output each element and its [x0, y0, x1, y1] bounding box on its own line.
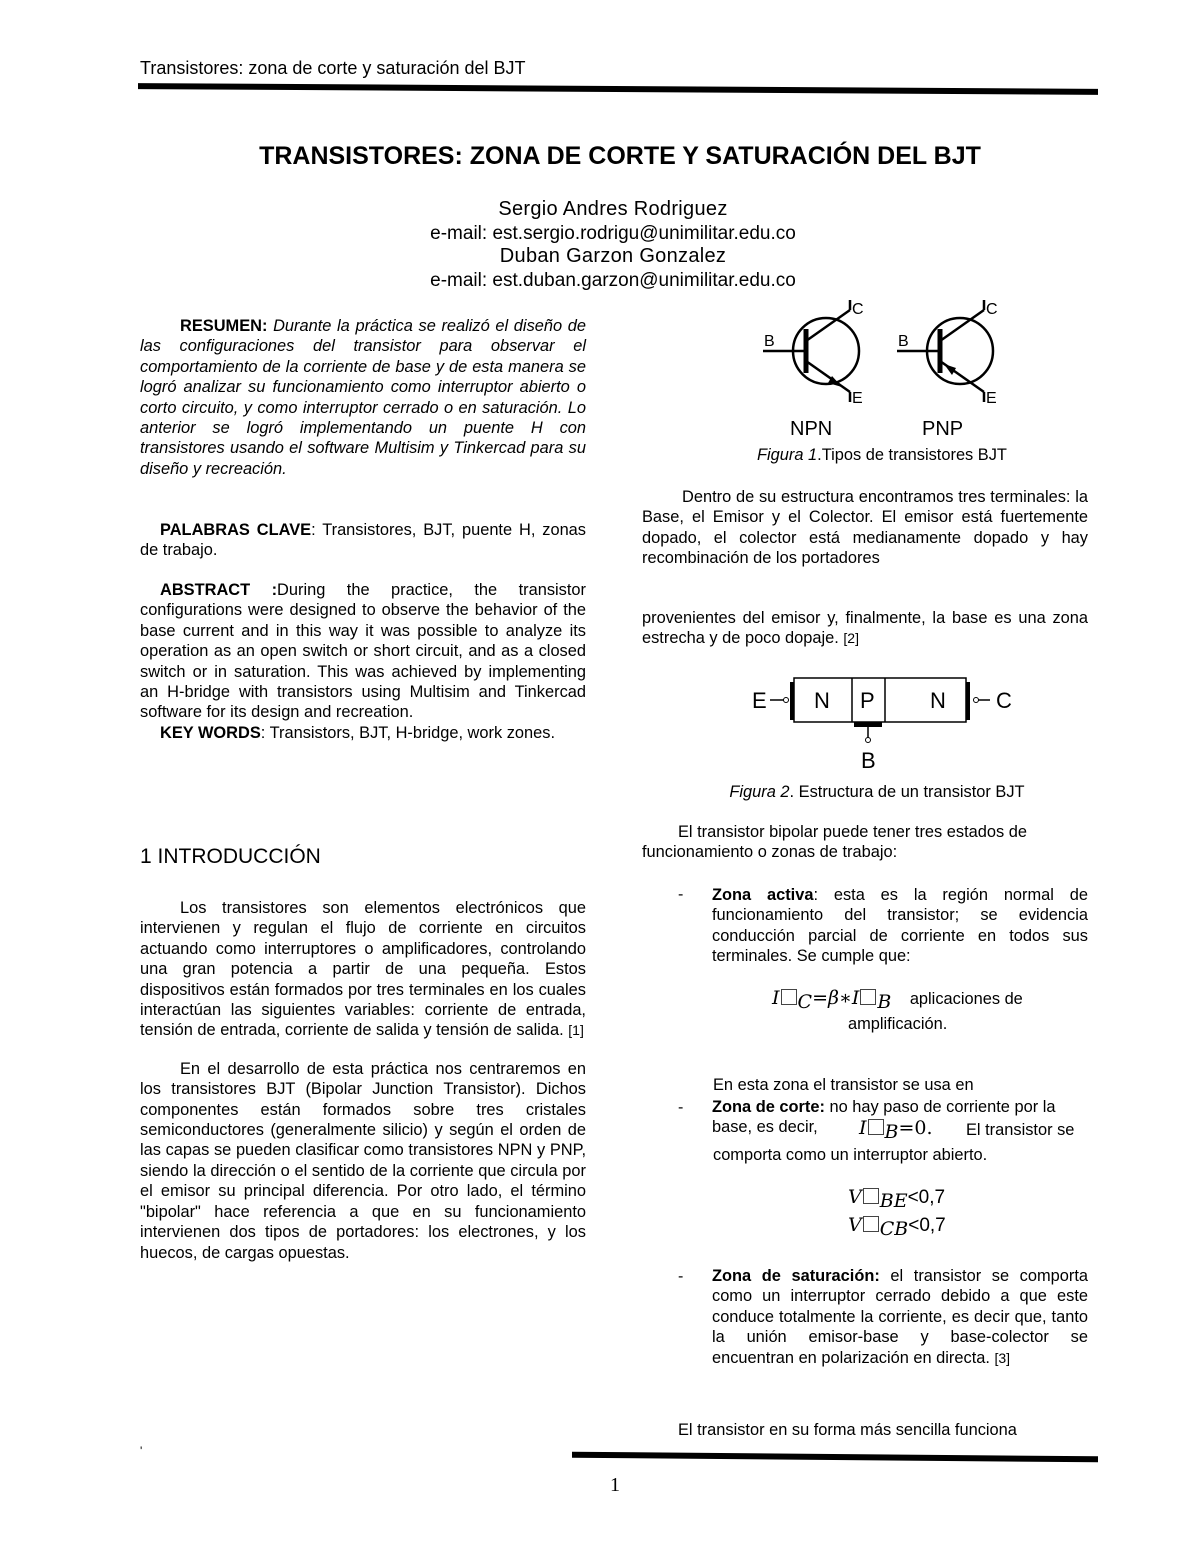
- vbe-equation: [848, 1186, 945, 1212]
- footer-tick: ': [140, 1444, 143, 1458]
- structure-text-2-body: provenientes del emisor y, finalmente, la base es una zona estrecha y de poco dopaje.: [642, 609, 1088, 648]
- structure-n2-label: N: [930, 688, 946, 713]
- npn-label: NPN: [790, 418, 833, 440]
- zona-saturacion-item: [712, 1266, 1088, 1368]
- structure-paragraph-2: [642, 608, 1088, 649]
- figure2-caption-label: Figura 2: [729, 783, 790, 801]
- figure2-caption-text: . Estructura de un transistor BJT: [789, 783, 1025, 801]
- zona-activa-body: : esta es la región normal de funcionamiento del transistor; se evidencia conducción parcial de corriente en todos sus terminales. Se cumple que:: [712, 886, 1088, 966]
- keywords-paragraph: [140, 723, 586, 743]
- zona-saturacion-text: [712, 1266, 1088, 1368]
- abstract-label: ABSTRACT :: [160, 581, 278, 599]
- eq-v-symbol: V: [848, 1214, 862, 1236]
- pnp-label: PNP: [922, 418, 964, 440]
- figure1-caption-label: Figura 1: [757, 446, 818, 464]
- resumen-section: [140, 316, 586, 479]
- eq-v-symbol: V: [848, 1186, 862, 1208]
- npn-base-label: B: [764, 333, 775, 350]
- bullet-marker: -: [678, 886, 684, 903]
- zona-saturacion-body: el transistor se comporta como un interruptor cerrado debido a que este conduce totalmente la corriente, es decir que, tanto la unión emisor-base y base-colector se encuentran en polarización en directa.: [712, 1267, 1088, 1367]
- palabras-clave-text: : Transistores, BJT, puente H, zonas de trabajo.: [140, 521, 586, 560]
- header-rule: [138, 83, 1098, 95]
- palabras-clave-label: PALABRAS CLAVE: [160, 521, 312, 539]
- bullet-marker: -: [678, 1099, 684, 1116]
- pnp-base-label: B: [898, 333, 909, 350]
- eq-ic-symbol: I: [772, 987, 780, 1009]
- eq-ib-symbol: I: [859, 1117, 867, 1139]
- citation: [3]: [994, 1349, 1011, 1366]
- structure-emitter-label: E: [752, 688, 767, 713]
- structure-collector-label: C: [996, 688, 1012, 713]
- eq-sub-c: C: [797, 991, 813, 1014]
- author-email: e-mail: est.sergio.rodrigu@unimilitar.edu.co: [430, 222, 796, 244]
- eq-sub-be: BE: [879, 1190, 908, 1213]
- keywords-text: : Transistors, BJT, H-bridge, work zones.: [260, 723, 556, 742]
- palabras-clave-section: [140, 520, 586, 561]
- eq-placeholder-box: [863, 1216, 879, 1232]
- running-header: Transistores: zona de corte y saturación del BJT: [140, 58, 526, 78]
- eq-sub-b: B: [884, 1121, 899, 1144]
- eq-vbe-value: <0,7: [907, 1187, 946, 1208]
- figure1-caption: [642, 446, 1122, 465]
- intro-p1-text: Los transistores son elementos electrónicos que intervienen y regulan el flujo de corriente en circuitos actuando como interruptores o amplificadores, controlando una gran potencia a partir de una pequeña. Estos dispositivos están formados por tres terminales en los cuales interactúan las siguientes variables: corriente de entrada, tensión de entrada, corriente de salida y tensión de salida.: [140, 899, 586, 1040]
- structure-text-2: [642, 608, 1088, 649]
- structure-text-1: Dentro de su estructura encontramos tres terminales: la Base, el Emisor y el Colector. El emisor está fuertemente dopado, el colector está medianamente dopado y hay recombinación de los portadores: [642, 488, 1088, 568]
- zona-corte-line-3: comporta como un interruptor abierto.: [713, 1146, 988, 1164]
- intro-paragraph-1: [140, 898, 586, 1041]
- npn-symbol: [763, 300, 859, 402]
- bullet-marker: -: [678, 1268, 684, 1285]
- keywords-label: KEY WORDS: [160, 723, 261, 742]
- zona-corte-line-2: El transistor se: [966, 1121, 1075, 1139]
- page-number: 1: [610, 1474, 620, 1496]
- corte-equation: [859, 1117, 933, 1143]
- eq-after-text-2: amplificación.: [848, 1015, 948, 1033]
- abstract-section: [140, 580, 586, 743]
- bjt-structure-figure: [748, 672, 1020, 776]
- pnp-emitter-label: E: [986, 390, 997, 407]
- intro-section: [140, 898, 586, 1263]
- eq-vcb-value: <0,7: [908, 1215, 946, 1236]
- pnp-collector-label: C: [986, 301, 998, 318]
- eq-placeholder-box: [781, 989, 797, 1005]
- resumen-text: Durante la práctica se realizó el diseño de las configuraciones del transistor para observar el comportamiento de la corriente de base y de esta manera se logró analizar su funcionamiento como interruptor abierto o corto circuito, y como interruptor cerrado o en saturación. Lo anterior se logró implementando un puente H con transistores usando el software Multisim y Tinkercad para su diseño y recreación.: [140, 317, 586, 478]
- intro-paragraph-2: En el desarrollo de esta práctica nos centraremos en los transistores BJT (Bipolar Junction Transistor). Dichos componentes están formados sobre tres cristales semiconductores (generalmente silicio) y según el orden de las capas se pueden clasificar como transistores NPN y PNP, siendo la dirección o el sentido de la corriente que circula por el emisor su principal diferencia. Por otro lado, el término "bipolar" hace referencia a que en su funcionamiento intervienen dos tipos de portadores: los electrones, y los huecos, de cargas opuestas.: [140, 1059, 586, 1262]
- states-intro-text: El transistor bipolar puede tener tres estados de funcionamiento o zonas de trabajo:: [642, 823, 1027, 862]
- abstract-text: During the practice, the transistor configurations were designed to observe the behavior of the base current and in this way it was possible to analyze its operation as an open switch or short circuit, and as a closed switch or in saturation. This was achieved by implementing an H-bridge with transistors using Multisim and Tinkercad software for its design and recreation.: [140, 581, 587, 722]
- bjt-symbols-figure: [756, 296, 1016, 442]
- resumen-paragraph: [140, 316, 586, 479]
- eq-beta-ib: =β∗I: [812, 987, 860, 1009]
- states-intro: [642, 822, 1088, 863]
- author-block: [0, 198, 1200, 292]
- zona-corte-label: Zona de corte:: [712, 1098, 825, 1116]
- vcb-equation: [848, 1214, 946, 1240]
- author-email: e-mail: est.duban.garzon@unimilitar.edu.co: [430, 269, 796, 291]
- eq-placeholder-box: [863, 1188, 879, 1204]
- active-zone-equation: [772, 987, 1023, 1013]
- zona-activa-item: [712, 885, 1088, 967]
- zona-activa-label: Zona activa: [712, 886, 814, 904]
- zona-corte-body: no hay paso de corriente por la base, es decir,: [712, 1098, 1056, 1137]
- eq-after-text: aplicaciones de: [909, 990, 1023, 1008]
- eq-placeholder-box: [860, 989, 876, 1005]
- intro-heading: 1 INTRODUCCIÓN: [140, 845, 321, 868]
- zona-activa-text: [712, 885, 1088, 967]
- citation: [2]: [843, 630, 859, 647]
- structure-n1-label: N: [814, 688, 830, 713]
- eq-sub-b: B: [877, 991, 892, 1014]
- figure2-caption: [642, 783, 1112, 802]
- abstract-paragraph: [140, 580, 586, 723]
- activa-usage: En esta zona el transistor se usa en: [713, 1076, 974, 1094]
- pnp-symbol: [897, 300, 993, 402]
- figure1-caption-text: .Tipos de transistores BJT: [817, 446, 1007, 464]
- closing-line: El transistor en su forma más sencilla funciona: [678, 1421, 1017, 1439]
- structure-p-label: P: [860, 688, 875, 713]
- zona-saturacion-label: Zona de saturación:: [712, 1267, 880, 1285]
- eq-placeholder-box: [868, 1119, 884, 1135]
- structure-paragraph-1: [642, 487, 1088, 569]
- palabras-clave-paragraph: [140, 520, 586, 561]
- footer-rule: [572, 1452, 1098, 1463]
- resumen-label: RESUMEN:: [180, 317, 268, 335]
- eq-equals-zero: =0.: [898, 1117, 933, 1139]
- eq-sub-cb: CB: [879, 1218, 909, 1241]
- npn-emitter-label: E: [852, 390, 863, 407]
- author-name: Duban Garzon Gonzalez: [499, 245, 727, 267]
- paper-title: TRANSISTORES: ZONA DE CORTE Y SATURACIÓN DEL BJT: [259, 142, 981, 170]
- structure-base-label: B: [861, 748, 876, 773]
- citation: [1]: [568, 1022, 584, 1039]
- npn-collector-label: C: [852, 301, 864, 318]
- author-name: Sergio Andres Rodriguez: [498, 198, 728, 220]
